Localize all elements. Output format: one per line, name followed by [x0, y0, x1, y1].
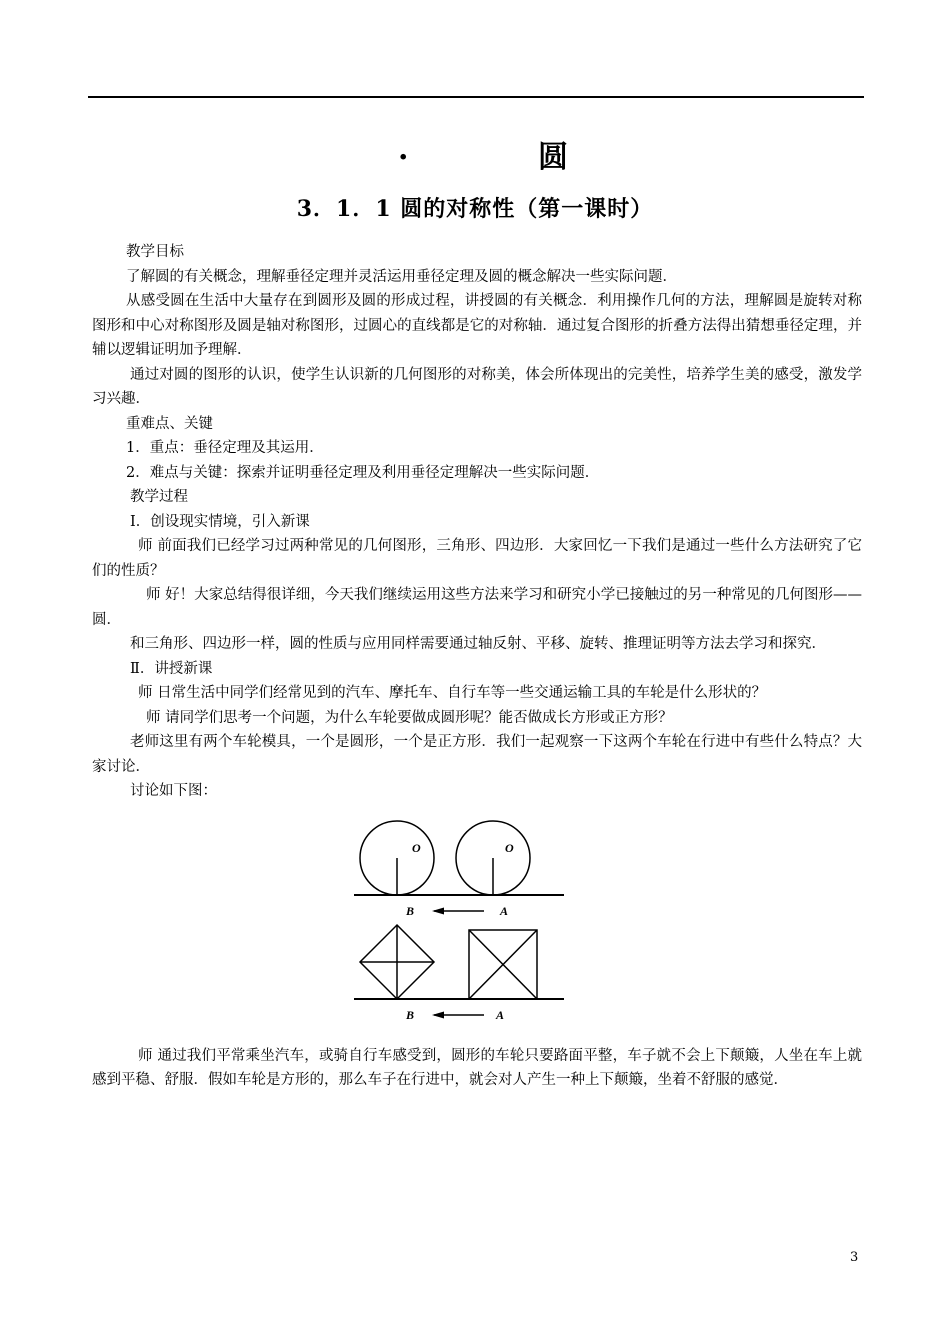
center-label: O	[412, 840, 421, 855]
paragraph: 和三角形、四边形一样，圆的性质与应用同样需要通过轴反射、平移、旋转、推理证明等方法去学习和探究．	[130, 636, 826, 652]
chapter-number: .	[398, 132, 409, 167]
point-label-b: B	[406, 903, 415, 918]
paragraph: 讨论如下图：	[130, 783, 217, 799]
paragraph: 师 通过我们平常乘坐汽车，或骑自行车感受到，圆形的车轮只要路面平整，车子就不会上下颠簸，人坐在车上就感到平稳、舒服．假如车轮是方形的，那么车子在行进中，就会对人产生一种上下颠簸，坐着不舒服的感觉．	[92, 1047, 862, 1088]
paragraph: 通过对圆的图形的认识，使学生认识新的几何图形的对称美，体会所体现出的完美性，培养学生美的感受，激发学习兴趣．	[92, 366, 862, 407]
left-arrow-icon	[432, 1011, 444, 1018]
heading-teaching-goals: 教学目标	[126, 244, 184, 260]
point-label-b: B	[406, 1007, 415, 1022]
center-label: O	[505, 840, 514, 855]
document-body	[92, 240, 862, 1093]
subheading: Ⅰ．创设现实情境，引入新课	[130, 513, 310, 530]
chapter-heading	[0, 132, 950, 175]
section-title: 3．1．1 圆的对称性（第一课时）	[296, 196, 654, 222]
wheel-comparison-figure	[354, 814, 569, 1022]
header-rule	[88, 96, 864, 98]
page-number: 3	[850, 1250, 859, 1265]
point-label-a: A	[496, 1007, 505, 1022]
subheading: Ⅱ．讲授新课	[130, 660, 213, 677]
paragraph: 了解圆的有关概念，理解垂径定理并灵活运用垂径定理及圆的概念解决一些实际问题．	[126, 268, 677, 285]
paragraph: 师 日常生活中同学们经常见到的汽车、摩托车、自行车等一些交通运输工具的车轮是什么形状的？	[138, 685, 767, 701]
paragraph: 师 前面我们已经学习过两种常见的几何图形，三角形、四边形．大家回忆一下我们是通过一些什么方法研究了它们的性质？	[92, 538, 862, 579]
paragraph: 从感受圆在生活中大量存在到圆形及圆的形成过程，讲授圆的有关概念．利用操作几何的方法，理解圆是旋转对称图形和中心对称图形及圆是轴对称图形，过圆心的直线都是它的对称轴．通过复合图形的折叠方法得出猜想垂径定理，并辅以逻辑证明加予理解．	[92, 293, 862, 358]
left-arrow-icon	[432, 907, 444, 914]
list-item: 1．重点：垂径定理及其运用．	[126, 440, 324, 456]
list-item: 2．难点与关键：探索并证明垂径定理及利用垂径定理解决一些实际问题．	[126, 464, 600, 481]
point-label-a: A	[500, 903, 509, 918]
heading-key-points: 重难点、关键	[126, 415, 213, 432]
chapter-title: 圆	[538, 140, 568, 175]
paragraph: 老师这里有两个车轮模具，一个是圆形，一个是正方形．我们一起观察一下这两个车轮在行进中有些什么特点？大家讨论．	[92, 734, 862, 775]
paragraph: 师 好！大家总结得很详细，今天我们继续运用这些方法来学习和研究小学已接触过的另一种常见的几何图形——圆．	[92, 587, 862, 628]
heading-teaching-process: 教学过程	[130, 489, 188, 505]
paragraph: 师 请同学们思考一个问题，为什么车轮要做成圆形呢？能否做成长方形或正方形？	[146, 709, 673, 726]
